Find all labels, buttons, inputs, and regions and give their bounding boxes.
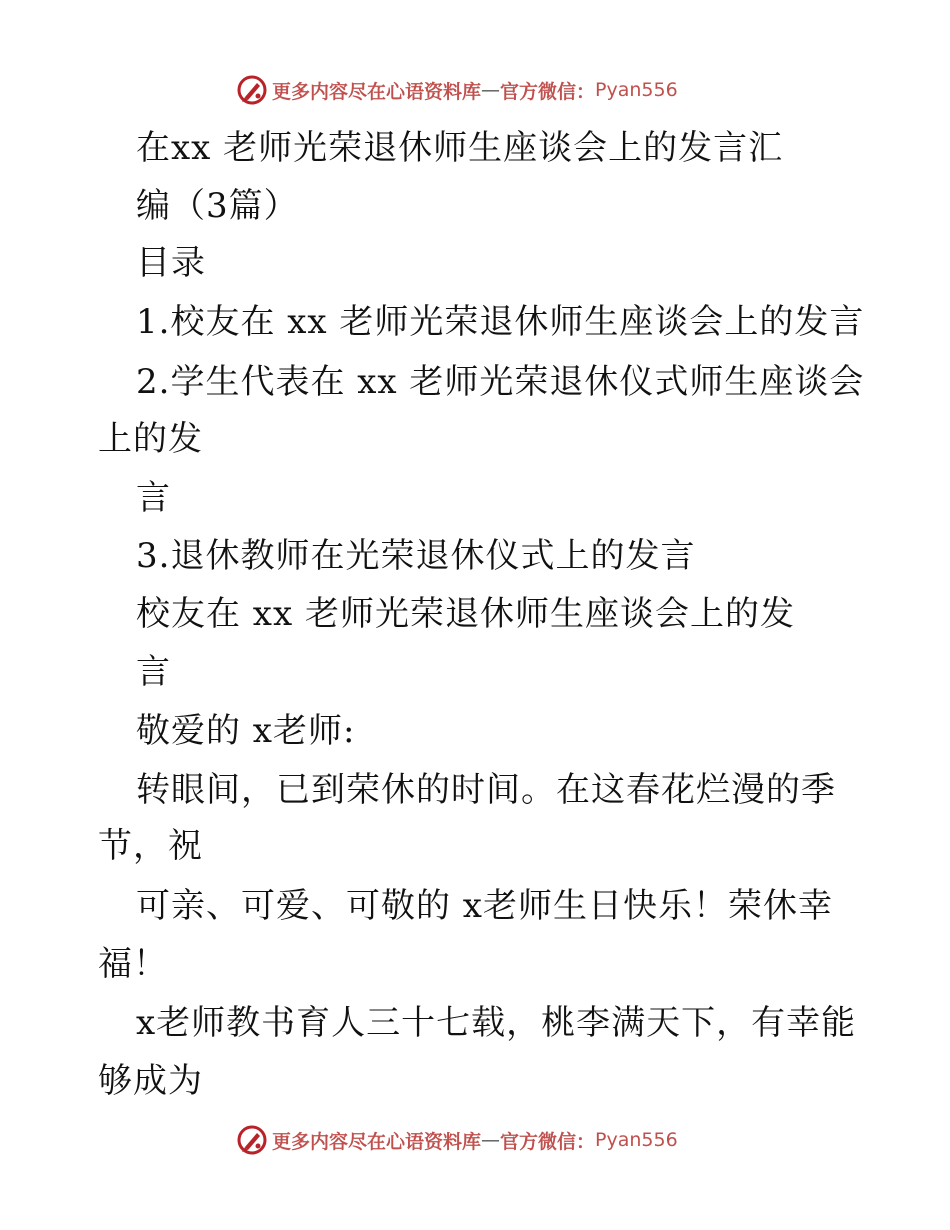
header-watermark-banner xyxy=(236,72,716,108)
toc-heading: 目录 xyxy=(136,243,206,283)
paragraph-line: 节，祝 xyxy=(98,826,203,866)
toc-item-2-continued: 上的发 xyxy=(98,419,203,459)
pen-in-circle-logo-icon xyxy=(236,74,268,106)
toc-item-3: 3.退休教师在光荣退休仪式上的发言 xyxy=(136,536,696,576)
section-heading-line-2: 言 xyxy=(136,652,171,692)
section-heading-line-1: 校友在 xx 老师光荣退休师生座谈会上的发 xyxy=(136,594,795,634)
banner-separator: — xyxy=(481,1129,501,1151)
paragraph-line: x老师教书育人三十七载，桃李满天下，有幸能 xyxy=(136,1003,857,1043)
banner-wechat-id: Pyan556 xyxy=(595,1129,678,1151)
banner-separator: — xyxy=(481,79,501,101)
toc-item-1: 1.校友在 xx 老师光荣退休师生座谈会上的发言 xyxy=(136,302,865,342)
salutation: 敬爱的 x老师: xyxy=(136,711,356,751)
pen-in-circle-logo-icon xyxy=(236,1124,268,1156)
toc-item-2-continued-2: 言 xyxy=(136,478,171,518)
paragraph-line: 转眼间，已到荣休的时间。在这春花烂漫的季 xyxy=(136,770,836,810)
paragraph-line: 可亲、可爱、可敬的 x老师生日快乐！荣休幸 xyxy=(136,886,833,926)
banner-wechat-label: 官方微信： xyxy=(500,80,596,103)
paragraph-line: 够成为 xyxy=(98,1061,203,1101)
doc-title-line-1: 在xx 老师光荣退休师生座谈会上的发言汇 xyxy=(136,128,784,168)
banner-main-text: 更多内容尽在心语资料库 xyxy=(272,80,482,103)
doc-title-line-2: 编（3篇） xyxy=(136,186,299,226)
paragraph-line: 福！ xyxy=(98,944,168,984)
banner-main-text: 更多内容尽在心语资料库 xyxy=(272,1130,482,1153)
banner-wechat-id: Pyan556 xyxy=(595,79,678,101)
footer-watermark-banner xyxy=(236,1122,716,1158)
toc-item-2: 2.学生代表在 xx 老师光荣退休仪式师生座谈会 xyxy=(136,362,865,402)
banner-wechat-label: 官方微信： xyxy=(500,1130,596,1153)
